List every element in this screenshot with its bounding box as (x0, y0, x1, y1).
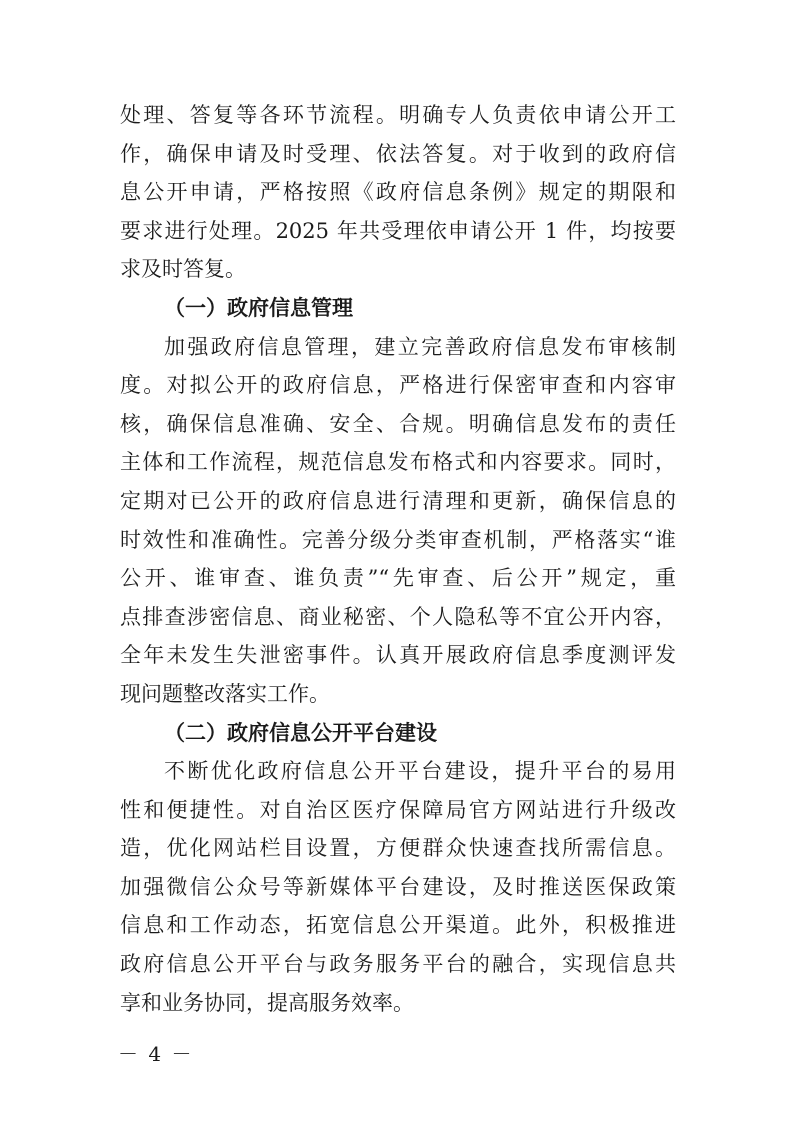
text-line: 点排查涉密信息、商业秘密、个人隐私等不宜公开内容， (120, 604, 676, 629)
text-line: 公开、谁审查、谁负责”“先审查、后公开”规定，重 (120, 566, 676, 591)
section-heading-information-management: （一）政府信息管理 (164, 294, 353, 320)
text-line: 定期对已公开的政府信息进行清理和更新，确保信息的 (120, 488, 676, 513)
text-line: 息公开申请，严格按照《政府信息条例》规定的期限和 (120, 180, 676, 205)
text-line: 核，确保信息准确、安全、合规。明确信息发布的责任 (120, 411, 676, 436)
text-line: 不断优化政府信息公开平台建设，提升平台的易用 (164, 759, 676, 784)
text-line: 度。对拟公开的政府信息，严格进行保密审查和内容审 (120, 373, 676, 398)
text-line: 加强政府信息管理，建立完善政府信息发布审核制 (164, 334, 676, 359)
text-line: 现问题整改落实工作。 (120, 681, 330, 706)
text-line: 享和业务协同，提高服务效率。 (120, 990, 414, 1015)
text-line: 主体和工作流程，规范信息发布格式和内容要求。同时， (120, 450, 676, 475)
text-line: 求及时答复。 (120, 257, 246, 282)
document-body (120, 96, 676, 1022)
paragraph-information-management (120, 328, 676, 714)
text-line: 处理、答复等各环节流程。明确专人负责依申请公开工 (120, 103, 676, 127)
text-line: 作，确保申请及时受理、依法答复。对于收到的政府信 (120, 141, 676, 166)
text-line: 加强微信公众号等新媒体平台建设，及时推送医保政策 (120, 874, 676, 899)
section-heading-platform-construction: （二）政府信息公开平台建设 (164, 719, 437, 745)
text-line: 全年未发生失泄密事件。认真开展政府信息季度测评发 (120, 643, 676, 668)
text-line: 时效性和准确性。完善分级分类审查机制，严格落实“谁 (120, 527, 676, 552)
page-number: － 4 － (118, 1042, 194, 1066)
text-line: 要求进行处理。2025 年共受理依申请公开 1 件，均按要 (120, 218, 676, 243)
text-line: 信息和工作动态，拓宽信息公开渠道。此外，积极推进 (120, 913, 676, 938)
paragraph-platform-construction (120, 752, 676, 1022)
paragraph-continuation (120, 96, 676, 289)
text-line: 性和便捷性。对自治区医疗保障局官方网站进行升级改 (120, 797, 676, 822)
text-line: 政府信息公开平台与政务服务平台的融合，实现信息共 (120, 952, 676, 977)
text-line: 造，优化网站栏目设置，方便群众快速查找所需信息。 (120, 836, 676, 861)
